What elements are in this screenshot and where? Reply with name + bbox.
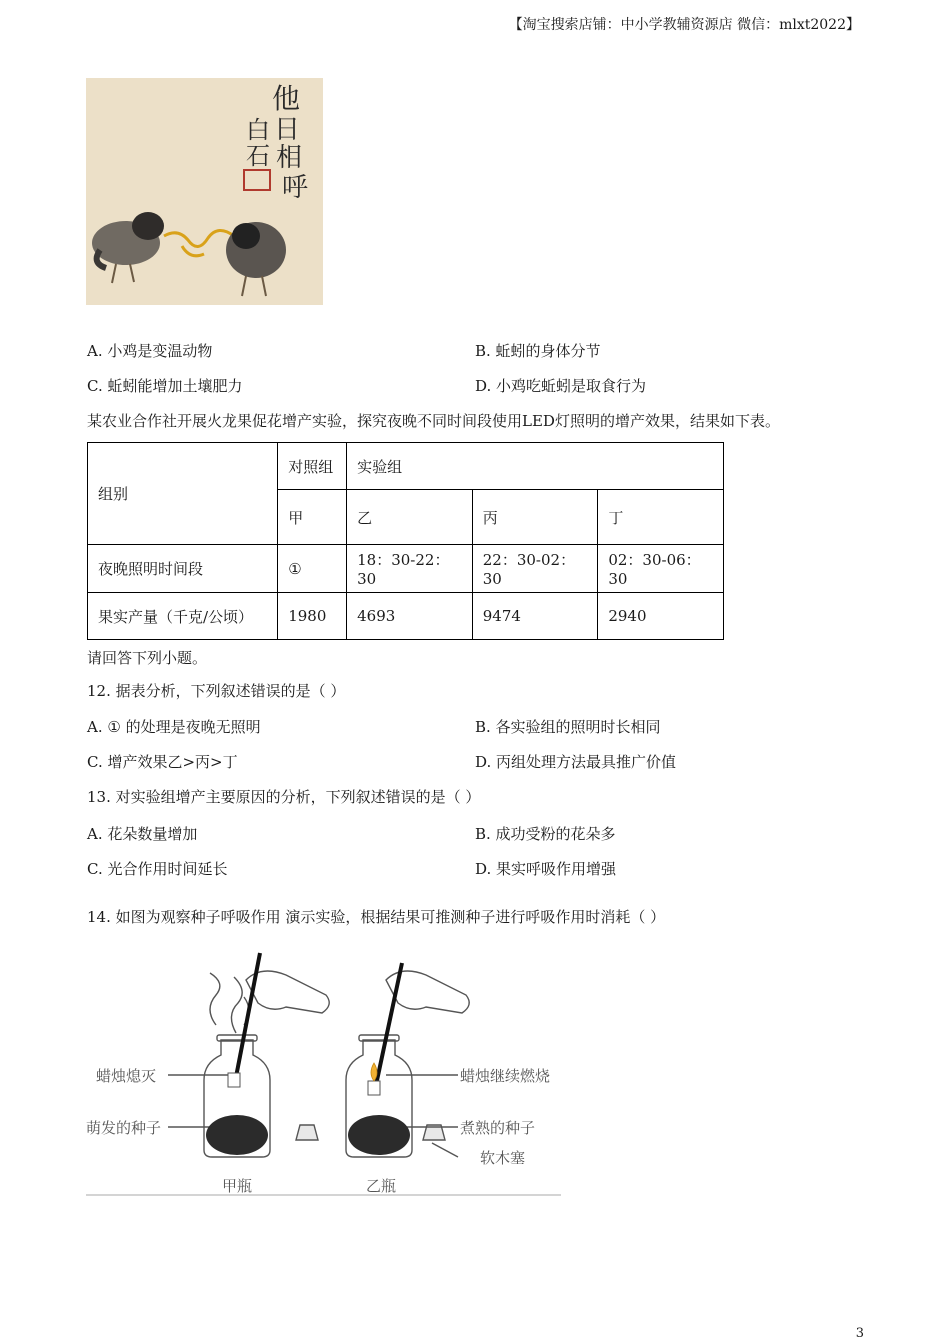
- group-header: 组别: [88, 443, 278, 545]
- inscription-char-2: 日: [274, 115, 301, 145]
- sub-header-bing: 丙: [472, 490, 598, 545]
- q11-option-d: D. 小鸡吃蚯蚓是取食行为: [475, 377, 647, 395]
- q11-option-c: C. 蚯蚓能增加土壤肥力: [87, 377, 243, 395]
- label-bottle-a: 甲瓶: [222, 1177, 253, 1195]
- table-cell: 18：30-22：30: [347, 545, 473, 593]
- sub-header-ding: 丁: [598, 490, 724, 545]
- flame-icon: [371, 1063, 377, 1081]
- q14-stem: 14. 如图为观察种子呼吸作用 演示实验，根据结果可推测种子进行呼吸作用时消耗（ ）: [87, 908, 666, 926]
- table-row: [88, 545, 724, 593]
- q12-option-d: D. 丙组处理方法最具推广价值: [475, 753, 677, 771]
- seed-respiration-figure: [86, 945, 566, 1200]
- intro-text: 某农业合作社开展火龙果促花增产实验，探究夜晚不同时间段使用LED灯照明的增产效果，结果如下表。: [87, 412, 780, 430]
- q12-stem: 12. 据表分析，下列叙述错误的是（ ）: [87, 682, 346, 700]
- inscription-char-1: 他: [272, 82, 301, 115]
- page-number: 3: [855, 1326, 864, 1341]
- label-candle-out: 蜡烛熄灭: [96, 1067, 157, 1085]
- signature-char-1: 白: [246, 116, 270, 144]
- q11-option-a: A. 小鸡是变温动物: [87, 342, 213, 360]
- label-candle-burning: 蜡烛继续燃烧: [460, 1067, 551, 1085]
- table-cell: 4693: [347, 593, 473, 640]
- row-label: 果实产量（千克/公顷）: [88, 593, 278, 640]
- q12-option-c: C. 增产效果乙>丙>丁: [87, 753, 238, 771]
- table-cell: 2940: [598, 593, 724, 640]
- label-germinating-seeds: 萌发的种子: [86, 1119, 162, 1137]
- sub-header-jia: 甲: [278, 490, 347, 545]
- q13-option-d: D. 果实呼吸作用增强: [475, 860, 617, 878]
- sub-header-yi: 乙: [347, 490, 473, 545]
- table-cell: 9474: [472, 593, 598, 640]
- row-label: 夜晚照明时间段: [88, 545, 278, 593]
- table-cell: ①: [278, 545, 347, 593]
- signature-char-2: 石: [246, 142, 270, 170]
- q12-option-b: B. 各实验组的照明时长相同: [475, 718, 661, 736]
- q13-option-c: C. 光合作用时间延长: [87, 860, 228, 878]
- data-table: [87, 442, 724, 640]
- label-cork: 软木塞: [480, 1149, 526, 1167]
- q13-option-b: B. 成功受粉的花朵多: [475, 825, 616, 843]
- inscription-char-3: 相: [276, 143, 303, 173]
- label-cooked-seeds: 煮熟的种子: [460, 1119, 536, 1137]
- inscription-char-4: 呼: [282, 173, 309, 203]
- table-row: [88, 593, 724, 640]
- table-cell: 1980: [278, 593, 347, 640]
- control-header: 对照组: [278, 443, 347, 490]
- q12-option-a: A. ① 的处理是夜晚无照明: [87, 718, 261, 736]
- label-bottle-b: 乙瓶: [366, 1177, 397, 1195]
- q11-option-b: B. 蚯蚓的身体分节: [475, 342, 601, 360]
- chicks-painting: [86, 78, 323, 305]
- cork-a: [296, 1125, 318, 1140]
- table-cell: 22：30-02：30: [472, 545, 598, 593]
- prompt-text: 请回答下列小题。: [87, 649, 208, 667]
- q13-stem: 13. 对实验组增产主要原因的分析，下列叙述错误的是（ ）: [87, 788, 481, 806]
- header-note: 【淘宝搜索店铺：中小学教辅资源店 微信：mlxt2022】: [508, 17, 860, 33]
- q13-option-a: A. 花朵数量增加: [87, 825, 198, 843]
- experiment-header: 实验组: [347, 443, 724, 490]
- table-cell: 02：30-06：30: [598, 545, 724, 593]
